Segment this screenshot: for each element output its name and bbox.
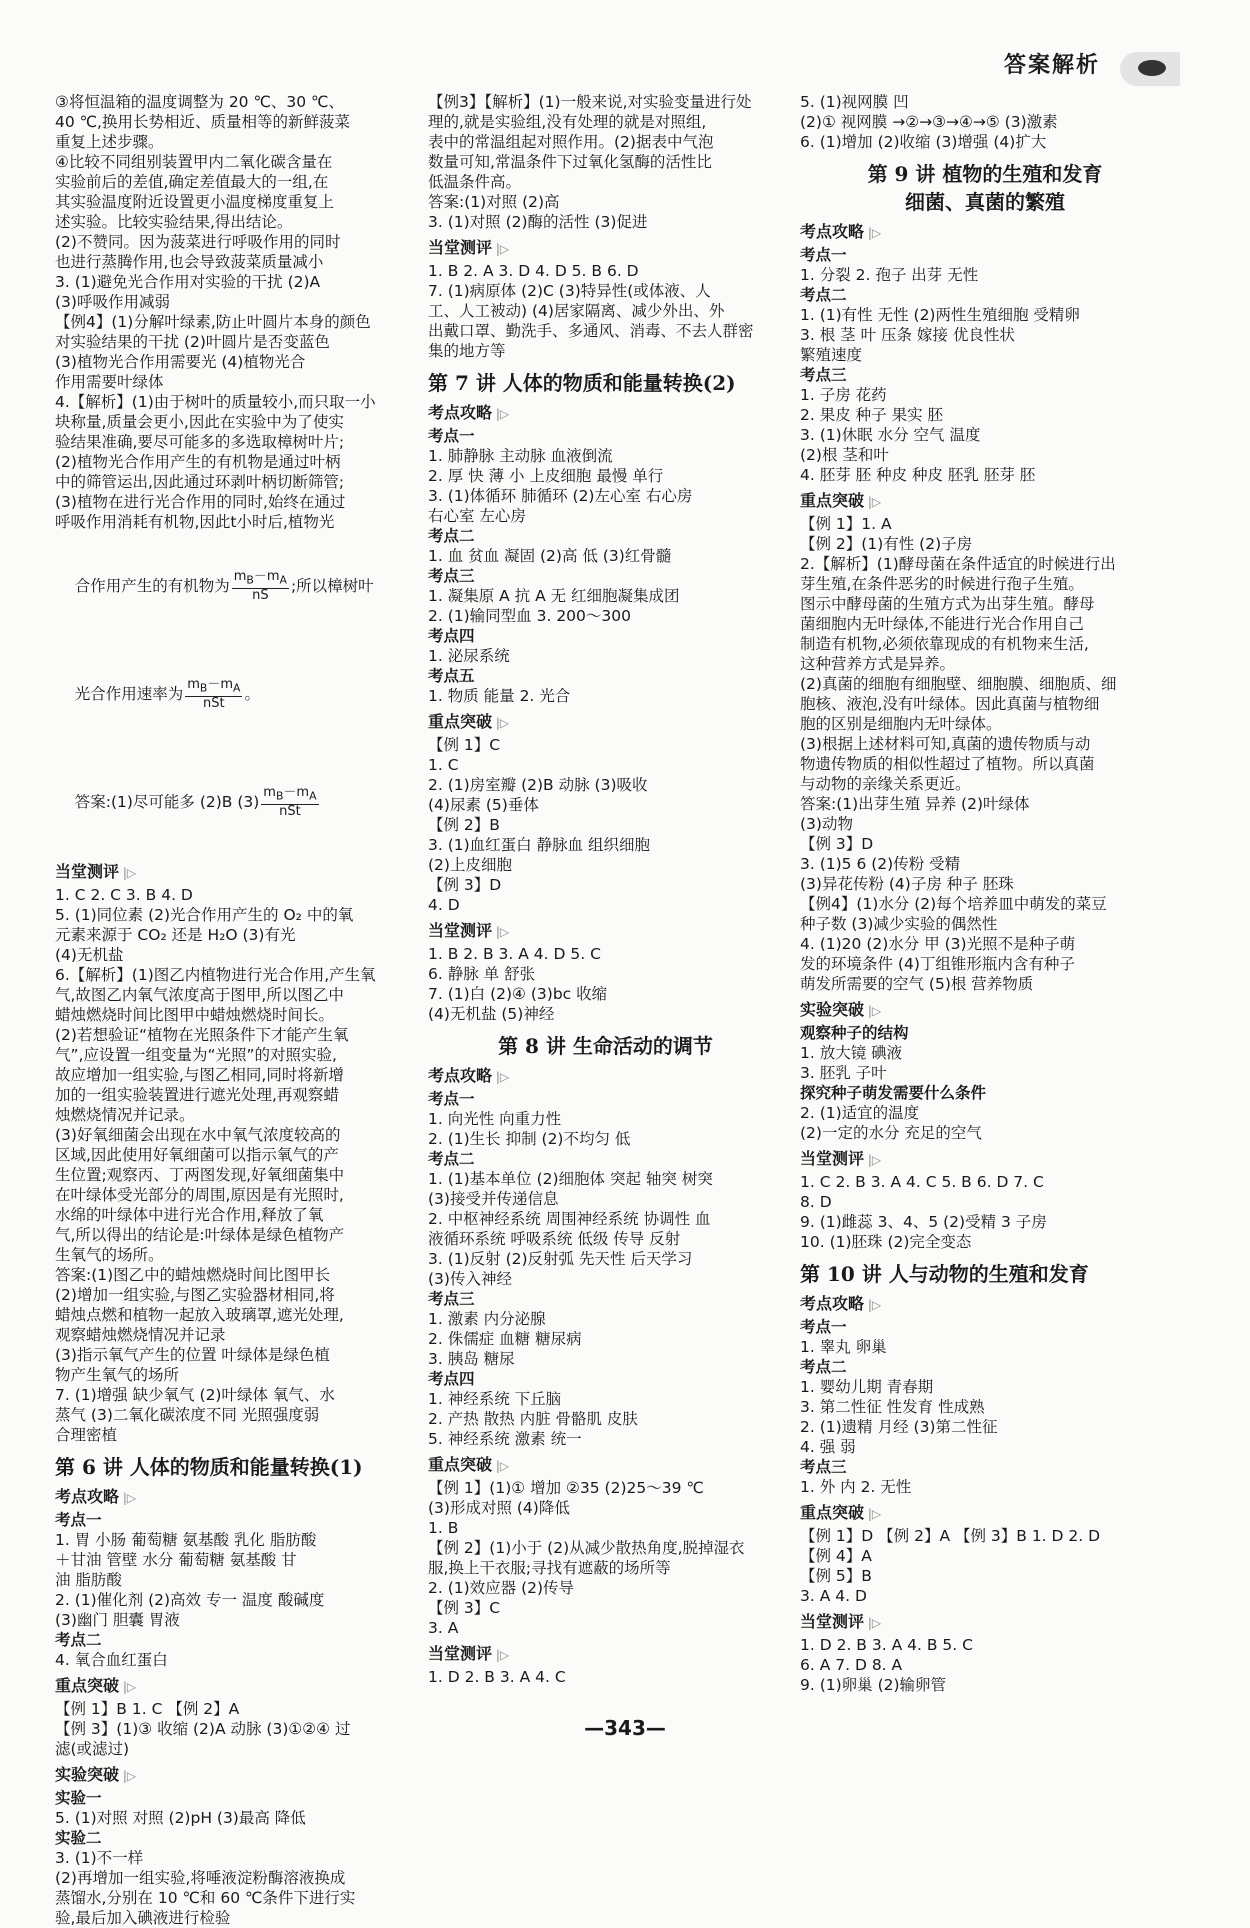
text-line: 故应增加一组实验,与图乙相同,同时将新增	[55, 1066, 344, 1084]
section-heading: 重点突破 |▷	[428, 710, 783, 735]
text-line: (2)若想验证“植物在光照条件下才能产生氧	[55, 1026, 349, 1044]
text-line: 4. (1)20 (2)水分 甲 (3)光照不是种子萌	[800, 935, 1076, 953]
text-line: 6. 静脉 单 舒张	[428, 965, 536, 983]
text-line: 1. 血 贫血 凝固 (2)高 低 (3)红骨髓	[428, 547, 672, 565]
text-line: 【例 3】D	[428, 876, 502, 894]
text-block	[428, 446, 783, 526]
section-heading: 重点突破 |▷	[428, 1453, 783, 1478]
text-line: 7. (1)白 (2)④ (3)bc 收缩	[428, 985, 608, 1003]
text-line: (3)异花传粉 (4)子房 种子 胚珠	[800, 875, 1014, 893]
text-block	[428, 1309, 783, 1369]
column-3	[800, 92, 1170, 1695]
text-line: 答案:(1)出芽生殖 异养 (2)叶绿体	[800, 795, 1030, 813]
text-block	[800, 385, 1170, 485]
text-line: 8. D	[800, 1193, 832, 1211]
section-heading: 考点攻略 |▷	[55, 1485, 410, 1510]
text-line: (3)幽门 胆囊 胃液	[55, 1611, 180, 1629]
section-heading: 当堂测评 |▷	[800, 1610, 1170, 1635]
text-line: 6. A 7. D 8. A	[800, 1656, 903, 1674]
text-line: 3. (1)5 6 (2)传粉 受精	[800, 855, 961, 873]
text-line: 制造有机物,必须依靠现成的有机物来生活,	[800, 635, 1089, 653]
text-line: 【例 1】B 1. C 【例 2】A	[55, 1700, 240, 1718]
section-heading: 实验突破 |▷	[800, 998, 1170, 1023]
subsection-heading: 考点五	[428, 667, 475, 685]
text-line: 2. (1)遗精 月经 (3)第二性征	[800, 1418, 998, 1436]
subsection-heading: 考点一	[800, 1318, 847, 1336]
text-line: 【例 2】(1)有性 (2)子房	[800, 535, 973, 553]
text-line: 蜡烛燃烧时间比图甲中蜡烛燃烧时间长。	[55, 1006, 335, 1024]
text-line: 验,最后加入碘液进行检验	[55, 1909, 231, 1927]
text-line: (3)好氧细菌会出现在水中氧气浓度较高的	[55, 1126, 341, 1144]
text-block	[428, 944, 783, 1024]
text-block	[800, 514, 1170, 994]
subsection-heading: 考点四	[428, 627, 475, 645]
subsection-heading: 考点二	[55, 1631, 102, 1649]
text-block	[428, 1389, 783, 1449]
section-heading: 重点突破 |▷	[800, 1501, 1170, 1526]
text-line: 胞的区别是细胞内无叶绿体。	[800, 715, 1002, 733]
text-line: 1. 神经系统 下丘脑	[428, 1390, 562, 1408]
text-line: 发的环境条件 (4)丁组锥形瓶内含有种子	[800, 955, 1075, 973]
text-line: 3. (1)避免光合作用对实验的干扰 (2)A	[55, 273, 321, 291]
text-line: 2.【解析】(1)酵母菌在条件适宜的时候进行出	[800, 555, 1116, 573]
subsection-heading: 考点一	[800, 246, 847, 264]
text-line: 3. (1)体循环 肺循环 (2)左心室 右心房	[428, 487, 693, 505]
text-line: 3. (1)血红蛋白 静脉血 组织细胞	[428, 836, 651, 854]
text-line: 1. B 2. A 3. D 4. D 5. B 6. D	[428, 262, 639, 280]
section-heading: 考点攻略 |▷	[800, 220, 1170, 245]
text-line: (2)真菌的细胞有细胞壁、细胞膜、细胞质、细	[800, 675, 1117, 693]
text-line: 1. 泌尿系统	[428, 647, 510, 665]
text-line: 气,所以得出的结论是:叶绿体是绿色植物产	[55, 1226, 345, 1244]
fraction: $\frac{m_B-m_A}{nS}$	[233, 569, 287, 603]
text-line: 10. (1)胚珠 (2)完全变态	[800, 1233, 972, 1251]
text-line: 加的一组实验装置进行遮光处理,再观察蜡	[55, 1086, 339, 1104]
text-line: (3)指示氧气产生的位置 叶绿体是绿色植	[55, 1346, 330, 1364]
text-line: 滤(或滤过)	[55, 1740, 130, 1758]
text-line: 1. 胃 小肠 葡萄糖 氨基酸 乳化 脂肪酸	[55, 1531, 317, 1549]
section-heading: 重点突破 |▷	[800, 489, 1170, 514]
text-line: 蜡烛点燃和植物一起放入玻璃罩,遮光处理,	[55, 1306, 344, 1324]
text-line: 区域,因此使用好氧细菌可以指示氧气的产	[55, 1146, 339, 1164]
text-line: 繁殖速度	[800, 346, 863, 364]
text-block	[428, 1667, 783, 1687]
text-line: 2. (1)房室瓣 (2)B 动脉 (3)吸收	[428, 776, 648, 794]
text-line: 7. (1)病原体 (2)C (3)特异性(或体液、人	[428, 282, 711, 300]
text-line: 也进行蒸腾作用,也会导致菠菜质量减小	[55, 253, 324, 271]
text-line: 作用需要叶绿体	[55, 373, 164, 391]
text-line: 4. 强 弱	[800, 1438, 856, 1456]
text-line: 【例 1】D 【例 2】A 【例 3】B 1. D 2. D	[800, 1527, 1101, 1545]
subsection-heading: 探究种子萌发需要什么条件	[800, 1084, 987, 1102]
text-block	[800, 1377, 1170, 1457]
text-line: 3. 胚乳 子叶	[800, 1064, 887, 1082]
text-line: 1. C 2. B 3. A 4. C 5. B 6. D 7. C	[800, 1173, 1044, 1191]
text-line: 4.【解析】(1)由于树叶的质量较小,而只取一小	[55, 393, 376, 411]
text-line: ＋甘油 管壁 水分 葡萄糖 氨基酸 甘	[55, 1551, 297, 1569]
text-line: 蒸气 (3)二氧化碳浓度不同 光照强度弱	[55, 1406, 320, 1424]
text-line: 1. 睾丸 卵巢	[800, 1338, 887, 1356]
text-line: 种子数 (3)减少实验的偶然性	[800, 915, 998, 933]
text-line: 3. 第二性征 性发育 性成熟	[800, 1398, 985, 1416]
text-line: ④比较不同组别装置甲内二氧化碳含量在	[55, 153, 333, 171]
formula-line: 光合作用速率为 $\frac{m_B-m_A}{\text{nSt}}$ 。	[74, 677, 260, 711]
text-line: 4. 氧合血红蛋白	[55, 1651, 168, 1669]
text-line: (3)传入神经	[428, 1270, 512, 1288]
subsection-heading: 考点二	[800, 286, 847, 304]
text-line: 中的筛管运出,因此通过环剥叶柄切断筛管;	[55, 473, 345, 491]
lecture-title: 第 7 讲 人体的物质和能量转换(2)	[428, 371, 736, 395]
section-heading: 考点攻略 |▷	[428, 401, 783, 426]
text-block	[428, 686, 783, 706]
text-line: (2)植物光合作用产生的有机物是通过叶柄	[55, 453, 341, 471]
text-line: (3)根据上述材料可知,真菌的遗传物质与动	[800, 735, 1091, 753]
text-line: (2)① 视网膜 →②→③→④→⑤ (3)激素	[800, 113, 1058, 131]
text-line: 4. 胚芽 胚 种皮 种皮 胚乳 胚芽 胚	[800, 466, 1036, 484]
subsection-heading: 考点二	[428, 1150, 475, 1168]
text-line: 蒸馏水,分别在 10 ℃和 60 ℃条件下进行实	[55, 1889, 356, 1907]
subsection-heading: 实验二	[55, 1829, 102, 1847]
text-line: 3. 胰岛 糖尿	[428, 1350, 515, 1368]
subsection-heading: 考点三	[800, 1458, 847, 1476]
text-line: 右心室 左心房	[428, 507, 526, 525]
text-line: 2. (1)适宜的温度	[800, 1104, 920, 1122]
text-line: 1. (1)基本单位 (2)细胞体 突起 轴突 树突	[428, 1170, 713, 1188]
text-line: 2. (1)效应器 (2)传导	[428, 1579, 575, 1597]
text-line: (4)无机盐 (5)神经	[428, 1005, 555, 1023]
text-line: 1. 分裂 2. 孢子 出芽 无性	[800, 266, 979, 284]
text-line: 气”,应设置一组变量为“光照”的对照实验,	[55, 1046, 337, 1064]
text-block	[428, 546, 783, 566]
text-line: 答案:(1)图乙中的蜡烛燃烧时间比图甲长	[55, 1266, 331, 1284]
text-line: 服,换上干衣服;寻找有遮蔽的场所等	[428, 1559, 671, 1577]
subsection-heading: 考点三	[428, 567, 475, 585]
text-line: 5. (1)视网膜 凹	[800, 93, 909, 111]
text-line: 9. (1)卵巢 (2)输卵管	[800, 1676, 947, 1694]
text-block	[428, 92, 783, 232]
text-block	[800, 1337, 1170, 1357]
text-line: 集的地方等	[428, 342, 506, 360]
text-line: 重复上述步骤。	[55, 133, 164, 151]
text-block	[800, 305, 1170, 365]
text-line: ③将恒温箱的温度调整为 20 ℃、30 ℃、	[55, 93, 344, 111]
text-block	[428, 735, 783, 915]
text-line: 1. 凝集原 A 抗 A 无 红细胞凝集成团	[428, 587, 680, 605]
text-line: 物遗传物质的相似性超过了植物。所以真菌	[800, 755, 1095, 773]
section-heading: 考点攻略 |▷	[800, 1292, 1170, 1317]
text-block	[428, 646, 783, 666]
subsection-heading: 考点四	[428, 1370, 475, 1388]
text-line: 【例 5】B	[800, 1567, 872, 1585]
text-block	[55, 1808, 410, 1828]
fraction: $\frac{m_B-m_A}{\text{nSt}}$	[187, 677, 241, 711]
text-line: 理的,就是实验组,没有处理的就是对照组,	[428, 113, 707, 131]
text-line: 合理密植	[55, 1426, 118, 1444]
text-line: 9. (1)雌蕊 3、4、5 (2)受精 3 子房	[800, 1213, 1047, 1231]
text-line: 1. B 2. B 3. A 4. D 5. C	[428, 945, 601, 963]
text-line: 【例4】(1)水分 (2)每个培养皿中萌发的菜豆	[800, 895, 1107, 913]
subsection-heading: 考点二	[800, 1358, 847, 1376]
text-line: 6. (1)增加 (2)收缩 (3)增强 (4)扩大	[800, 133, 1047, 151]
section-heading: 当堂测评 |▷	[428, 236, 783, 261]
text-line: 4. D	[428, 896, 460, 914]
lecture-title: 第 9 讲 植物的生殖和发育 细菌、真菌的繁殖	[867, 162, 1103, 214]
eye-logo-icon	[1120, 52, 1180, 86]
header-title: 答案解析	[1003, 53, 1100, 78]
text-line: (2)再增加一组实验,将唾液淀粉酶溶液换成	[55, 1869, 346, 1887]
text-line: 5. (1)对照 对照 (2)pH (3)最高 降低	[55, 1809, 306, 1827]
text-block	[800, 1172, 1170, 1252]
text-line: 数量可知,常温条件下过氧化氢酶的活性比	[428, 153, 712, 171]
text-line: (2)一定的水分 充足的空气	[800, 1124, 982, 1142]
text-line: 烛燃烧情况并记录。	[55, 1106, 195, 1124]
text-line: 1. 子房 花药	[800, 386, 887, 404]
text-line: 实验前后的差值,确定差值最大的一组,在	[55, 173, 329, 191]
text-line: 【例 1】1. A	[800, 515, 892, 533]
text-line: 1. 物质 能量 2. 光合	[428, 687, 571, 705]
section-heading: 当堂测评 |▷	[800, 1147, 1170, 1172]
text-block	[428, 586, 783, 626]
text-line: 1. C	[428, 756, 459, 774]
text-line: 水绵的叶绿体中进行光合作用,释放了氧	[55, 1206, 324, 1224]
text-line: 1. 激素 内分泌腺	[428, 1310, 546, 1328]
text-block	[55, 1848, 410, 1928]
text-block	[800, 1526, 1170, 1606]
text-line: 与动物的亲缘关系更近。	[800, 775, 971, 793]
page-number: —343—	[584, 1716, 666, 1740]
text-line: 3. (1)对照 (2)酶的活性 (3)促进	[428, 213, 648, 231]
text-line: 【例4】(1)分解叶绿素,防止叶圆片本身的颜色	[55, 313, 371, 331]
subsection-heading: 考点三	[800, 366, 847, 384]
text-line: 答案:(1)对照 (2)高	[428, 193, 560, 211]
text-line: 3. 根 茎 叶 压条 嫁接 优良性状	[800, 326, 1015, 344]
text-line: 表中的常温组起对照作用。(2)据表中气泡	[428, 133, 714, 151]
text-line: (2)不赞同。因为菠菜进行呼吸作用的同时	[55, 233, 341, 251]
text-block	[55, 885, 410, 1445]
text-line: 3. A 4. D	[800, 1587, 867, 1605]
text-block	[800, 265, 1170, 285]
text-line: 气,故图乙内氧气浓度高于图甲,所以图乙中	[55, 986, 344, 1004]
text-line: 3. A	[428, 1619, 459, 1637]
text-line: 【例 2】(1)小于 (2)从减少散热角度,脱掉湿衣	[428, 1539, 745, 1557]
text-line: 1. B	[428, 1519, 459, 1537]
text-line: 2. (1)催化剂 (2)高效 专一 温度 酸碱度	[55, 1591, 325, 1609]
text-block	[428, 1478, 783, 1638]
subsection-heading: 考点一	[428, 427, 475, 445]
text-line: 胞核、液泡,没有叶绿体。因此真菌与植物细	[800, 695, 1100, 713]
text-line: (2)增加一组实验,与图乙实验器材相同,将	[55, 1286, 335, 1304]
text-line: (4)尿素 (5)垂体	[428, 796, 539, 814]
fraction: $\frac{m_B-m_A}{\text{nSt}}$	[263, 785, 317, 819]
text-line: 5. 神经系统 激素 统一	[428, 1430, 582, 1448]
text-line: 生氧气的场所。	[55, 1246, 164, 1264]
text-block	[800, 1043, 1170, 1083]
text-line: 【例 1】(1)① 增加 ②35 (2)25～39 ℃	[428, 1479, 704, 1497]
text-line: 3. (1)休眠 水分 空气 温度	[800, 426, 981, 444]
text-line: 2. (1)输同型血 3. 200～300	[428, 607, 631, 625]
text-block	[428, 1109, 783, 1149]
text-line: 2. 中枢神经系统 周围神经系统 协调性 血	[428, 1210, 711, 1228]
column-2	[428, 92, 783, 1687]
text-block	[55, 1650, 410, 1670]
text-line: 【例 3】(1)③ 收缩 (2)A 动脉 (3)①②④ 过	[55, 1720, 351, 1738]
section-heading: 当堂测评 |▷	[55, 860, 410, 885]
text-line: 1. C 2. C 3. B 4. D	[55, 886, 193, 904]
text-line: 这种营养方式是异养。	[800, 655, 956, 673]
text-line: 2. 产热 散热 内脏 骨骼肌 皮肤	[428, 1410, 638, 1428]
text-line: 油 脂肪酸	[55, 1571, 122, 1589]
text-line: (3)动物	[800, 815, 853, 833]
text-line: 1. 向光性 向重力性	[428, 1110, 562, 1128]
text-line: 【例 2】B	[428, 816, 500, 834]
text-line: 述实验。比较实验结果,得出结论。	[55, 213, 293, 231]
text-line: (2)根 茎和叶	[800, 446, 889, 464]
text-block	[800, 92, 1170, 152]
text-line: (4)无机盐	[55, 946, 124, 964]
text-line: 【例 4】A	[800, 1547, 872, 1565]
text-line: 呼吸作用消耗有机物,因此t小时后,植物光	[55, 513, 335, 531]
text-line: 【例 1】C	[428, 736, 501, 754]
text-block	[428, 261, 783, 361]
section-heading: 重点突破 |▷	[55, 1674, 410, 1699]
text-line: 1. 肺静脉 主动脉 血液倒流	[428, 447, 613, 465]
text-line: 1. (1)有性 无性 (2)两性生殖细胞 受精卵	[800, 306, 1080, 324]
text-line: 2. (1)生长 抑制 (2)不均匀 低	[428, 1130, 631, 1148]
text-line: 5. (1)同位素 (2)光合作用产生的 O₂ 中的氧	[55, 906, 354, 924]
section-heading: 当堂测评 |▷	[428, 1642, 783, 1667]
subsection-heading: 观察种子的结构	[800, 1024, 909, 1042]
text-line: 元素来源于 CO₂ 还是 H₂O (3)有光	[55, 926, 296, 944]
text-line: 7. (1)增强 缺少氧气 (2)叶绿体 氧气、水	[55, 1386, 335, 1404]
text-line: (3)植物在进行光合作用的同时,始终在通过	[55, 493, 346, 511]
lecture-title: 第 6 讲 人体的物质和能量转换(1)	[55, 1455, 363, 1479]
subsection-heading: 实验一	[55, 1789, 102, 1807]
text-line: 1. D 2. B 3. A 4. C	[428, 1668, 566, 1686]
text-block	[800, 1477, 1170, 1497]
text-line: 【例3】【解析】(1)一般来说,对实验变量进行处	[428, 93, 752, 111]
subsection-heading: 考点二	[428, 527, 475, 545]
text-line: 3. (1)反射 (2)反射弧 先天性 后天学习	[428, 1250, 693, 1268]
text-line: 3. (1)不一样	[55, 1849, 144, 1867]
text-line: 生位置;观察丙、丁两图发现,好氧细菌集中	[55, 1166, 345, 1184]
section-heading: 当堂测评 |▷	[428, 919, 783, 944]
text-line: (3)呼吸作用减弱	[55, 293, 170, 311]
subsection-heading: 考点一	[428, 1090, 475, 1108]
text-line: 对实验结果的干扰 (2)叶圆片是否变蓝色	[55, 333, 330, 351]
text-line: 1. 外 内 2. 无性	[800, 1478, 912, 1496]
text-line: (2)上皮细胞	[428, 856, 512, 874]
text-line: 1. 婴幼儿期 青春期	[800, 1378, 934, 1396]
text-line: 萌发所需要的空气 (5)根 营养物质	[800, 975, 1034, 993]
lecture-title: 第 10 讲 人与动物的生殖和发育	[800, 1262, 1089, 1286]
text-line: 【例 3】D	[800, 835, 874, 853]
text-line: 40 ℃,换用长势相近、质量相等的新鲜菠菜	[55, 113, 350, 131]
column-1	[55, 92, 410, 1928]
text-line: (3)植物光合作用需要光 (4)植物光合	[55, 353, 306, 371]
section-heading: 实验突破 |▷	[55, 1763, 410, 1788]
text-line: 2. 侏儒症 血糖 糖尿病	[428, 1330, 582, 1348]
text-block	[800, 1635, 1170, 1695]
lecture-title: 第 8 讲 生命活动的调节	[498, 1034, 713, 1058]
subsection-heading: 考点一	[55, 1511, 102, 1529]
text-line: (3)形成对照 (4)降低	[428, 1499, 570, 1517]
text-line: 芽生殖,在条件恶劣的时候进行孢子生殖。	[800, 575, 1084, 593]
text-block	[800, 1103, 1170, 1143]
text-line: 验结果准确,要尽可能多的多选取樟树叶片;	[55, 433, 345, 451]
text-line: 图示中酵母菌的生殖方式为出芽生殖。酵母	[800, 595, 1095, 613]
text-line: 观察蜡烛燃烧情况并记录	[55, 1326, 226, 1344]
page-header	[970, 52, 1250, 92]
text-line: 1. 放大镜 碘液	[800, 1044, 903, 1062]
text-line: 2. 厚 快 薄 小 上皮细胞 最慢 单行	[428, 467, 664, 485]
text-line: 菌细胞内无叶绿体,不能进行光合作用自己	[800, 615, 1084, 633]
text-line: 【例 3】C	[428, 1599, 501, 1617]
text-line: 块称量,质量会更小,因此在实验中为了使实	[55, 413, 344, 431]
text-line: 2. 果皮 种子 果实 胚	[800, 406, 943, 424]
text-line: 出戴口罩、勤洗手、多通风、消毒、不去人群密	[428, 322, 754, 340]
text-line: 6.【解析】(1)图乙内植物进行光合作用,产生氧	[55, 966, 376, 984]
text-block	[55, 1530, 410, 1630]
section-heading: 考点攻略 |▷	[428, 1064, 783, 1089]
text-line: 低温条件高。	[428, 173, 522, 191]
text-block	[428, 1169, 783, 1289]
text-block	[55, 92, 410, 532]
text-line: 物产生氧气的场所	[55, 1366, 180, 1384]
text-line: 在叶绿体受光部分的周围,原因是有光照时,	[55, 1186, 344, 1204]
answer-line: 答案:(1)尽可能多 (2)B (3) $\frac{m_B-m_A}{\text{nSt}}$	[74, 785, 317, 819]
subsection-heading: 考点三	[428, 1290, 475, 1308]
text-line: 液循环系统 呼吸系统 低级 传导 反射	[428, 1230, 681, 1248]
text-line: 其实验温度附近设置更小温度梯度重复上	[55, 193, 335, 211]
text-line: 工、人工被动) (4)居家隔离、减少外出、外	[428, 302, 725, 320]
formula-line: 合作用产生的有机物为 $\frac{m_B-m_A}{nS}$ ;所以樟树叶	[74, 569, 374, 603]
text-line: (3)接受并传递信息	[428, 1190, 559, 1208]
text-line: 1. D 2. B 3. A 4. B 5. C	[800, 1636, 973, 1654]
